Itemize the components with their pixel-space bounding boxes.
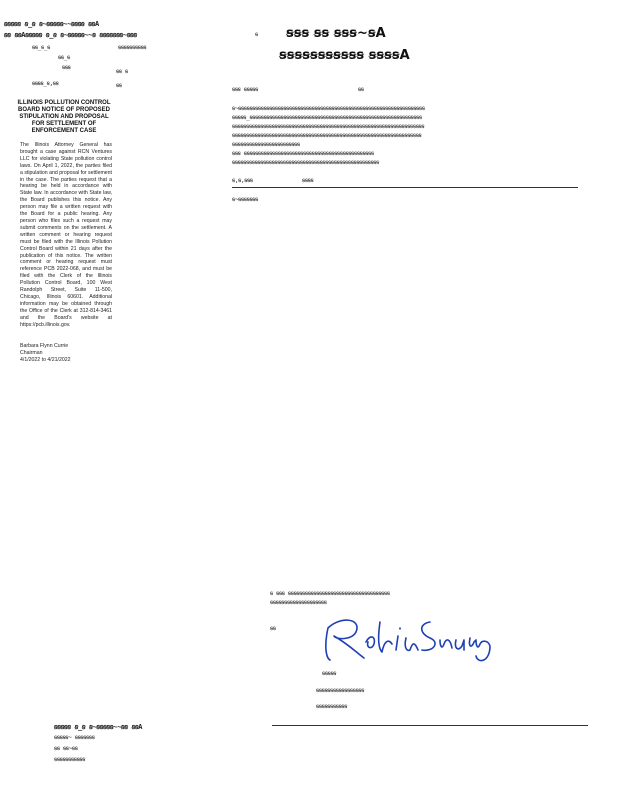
signature-by-label: ꞩꞩ [270,625,276,632]
right-body-row2-right: ꞩꞩꞩꞩ [302,177,314,184]
right-body-row1-left: ꞩꞩꞩ ꞩꞩꞩꞩꞩ [232,86,258,93]
right-body-row1-right: ꞩꞩ [358,86,364,93]
right-body-row3: ꞩ~ꞩꞩꞩꞩꞩꞩꞩ [232,196,258,203]
right-body-para-line-4: ꞩꞩꞩꞩꞩꞩꞩꞩꞩꞩꞩꞩꞩꞩꞩꞩꞩꞩꞩꞩꞩꞩꞩꞩꞩꞩꞩꞩꞩꞩꞩꞩꞩꞩꞩꞩꞩꞩꞩꞩꞩꞩꞩꞩꞩꞩꞩꞩꞩꞩꞩꞩꞩꞩꞩꞩꞩꞩꞩꞩꞩꞩꞩꞩꞩꞩꞩ [232,132,422,139]
signer-title: ꞩꞩꞩꞩꞩꞩꞩꞩꞩꞩꞩꞩꞩꞩꞩꞩꞩ [316,687,365,694]
right-header-line-1: ꞩꞩꞩ ꞩꞩ ꞩꞩꞩ~ꞩA [286,26,386,41]
signature-image [318,606,508,668]
footer-line-2: ꞩꞩꞩꞩꞩ~ ꞩꞩꞩꞩꞩꞩꞩ [54,734,95,741]
left-header-line-4: ꞩꞩ_ꞩ [58,54,70,61]
footer-line-4: ꞩꞩꞩꞩꞩꞩꞩꞩꞩꞩꞩ [54,756,86,763]
left-header-line-1: ꞩꞩꞩꞩꞩ ꞩ_ꞩ ꞩ~ꞩꞩꞩꞩꞩ~~ꞩꞩꞩꞩ ꞩꞩA [4,20,99,28]
left-header-right-1: ꞩꞩꞩꞩꞩꞩꞩꞩꞩꞩ [118,44,147,51]
right-body-para-line-7: ꞩꞩꞩꞩꞩꞩꞩꞩꞩꞩꞩꞩꞩꞩꞩꞩꞩꞩꞩꞩꞩꞩꞩꞩꞩꞩꞩꞩꞩꞩꞩꞩꞩꞩꞩꞩꞩꞩꞩꞩꞩꞩꞩꞩꞩꞩꞩꞩꞩꞩꞩꞩ [232,159,379,166]
left-header-line-2: ꞩꞩ ꞩꞩAꞩꞩꞩꞩꞩ ꞩ_ꞩ ꞩ~ꞩꞩꞩꞩꞩ~~ꞩ ꞩꞩꞩꞩꞩꞩꞩ~ꞩꞩꞩ [4,31,137,39]
right-body-para-line-6: ꞩꞩꞩ ꞩꞩꞩꞩꞩꞩꞩꞩꞩꞩꞩꞩꞩꞩꞩꞩꞩꞩꞩꞩꞩꞩꞩꞩꞩꞩꞩꞩꞩꞩꞩꞩꞩꞩꞩꞩꞩꞩꞩꞩꞩꞩꞩꞩꞩꞩ [232,150,374,157]
left-header-right-2: ꞩꞩ ꞩ [116,68,128,75]
signer-name: ꞩꞩꞩꞩꞩ [322,670,337,677]
right-body-row2-left: ꞩ,ꞩ,ꞩꞩꞩ [232,177,253,184]
right-body-divider [232,187,578,188]
attestation-line-1: ꞩ ꞩꞩꞩ ꞩꞩꞩꞩꞩꞩꞩꞩꞩꞩꞩꞩꞩꞩꞩꞩꞩꞩꞩꞩꞩꞩꞩꞩꞩꞩꞩꞩꞩꞩꞩꞩꞩꞩꞩꞩ [270,590,390,597]
right-body-para-line-3: ꞩꞩꞩꞩꞩꞩꞩꞩꞩꞩꞩꞩꞩꞩꞩꞩꞩꞩꞩꞩꞩꞩꞩꞩꞩꞩꞩꞩꞩꞩꞩꞩꞩꞩꞩꞩꞩꞩꞩꞩꞩꞩꞩꞩꞩꞩꞩꞩꞩꞩꞩꞩꞩꞩꞩꞩꞩꞩꞩꞩꞩꞩꞩꞩꞩꞩꞩꞩ [232,123,425,130]
footer-line-1: ꞩꞩꞩꞩꞩ ꞩ_ꞩ ꞩ~ꞩꞩꞩꞩꞩ~~ꞩꞩ ꞩꞩA [54,723,143,731]
attestation-line-2: ꞩꞩꞩꞩꞩꞩꞩꞩꞩꞩꞩꞩꞩꞩꞩꞩꞩꞩꞩꞩ [270,599,327,606]
notice-signer-title: Chairman [20,350,43,356]
notice-title: ILLINOIS POLLUTION CONTROL BOARD NOTICE OF PROPOSED STIPULATION AND PROPOSAL FOR SETTLEMENT OF ENFORCEMENT CASE [17,100,111,134]
footer-line-3: ꞩꞩ ꞩꞩ~ꞩꞩ [54,745,78,752]
signed-date: ꞩꞩꞩꞩꞩꞩꞩꞩꞩꞩꞩ [316,703,348,710]
left-header-line-5: ꞩꞩꞩ [62,64,71,71]
left-header-line-6: ꞩꞩꞩꞩ_ꞩ,ꞩꞩ [32,80,59,87]
left-header-line-3: ꞩꞩ_ꞩ_ꞩ [32,44,50,51]
notice-signer: Barbara Flynn Currie [20,343,69,349]
right-body-para-line-2: ꞩꞩꞩꞩꞩ_ꞩꞩꞩꞩꞩꞩꞩꞩꞩꞩꞩꞩꞩꞩꞩꞩꞩꞩꞩꞩꞩꞩꞩꞩꞩꞩꞩꞩꞩꞩꞩꞩꞩꞩꞩꞩꞩꞩꞩꞩꞩꞩꞩꞩꞩꞩꞩꞩꞩꞩꞩꞩꞩꞩꞩꞩꞩꞩꞩꞩꞩ [232,114,422,121]
right-body-para-line-1: ꞩ~ꞩꞩꞩꞩꞩꞩꞩꞩꞩꞩꞩꞩꞩꞩꞩꞩꞩꞩꞩꞩꞩꞩꞩꞩꞩꞩꞩꞩꞩꞩꞩꞩꞩꞩꞩꞩꞩꞩꞩꞩꞩꞩꞩꞩꞩꞩꞩꞩꞩꞩꞩꞩꞩꞩꞩꞩꞩꞩꞩꞩꞩꞩꞩꞩꞩꞩ [232,105,425,112]
right-header-line-2: ꞩꞩꞩꞩꞩꞩꞩꞩꞩꞩꞩ ꞩꞩꞩꞩA [279,48,410,63]
notice-body: The Illinois Attorney General has brought a case against RCN Ventures LLC for violating State pollution control laws. On April 1, 2022, the parties filed a stipulation and proposal for settlement in the case. The parties request that a hearing be held in accordance with State law. In accordance with State law, the Board publishes this notice. Any person may file a written request with the Board for a public hearing. Any person who files such a request may submit comments on the settlement. A written comment or hearing request must be filed with the Illinois Pollution Control Board within 21 days after the publication of this notice. The written comment or hearing request must reference PCB 2022-068, and must be filed with the Clerk of the Illinois Pollution Control Board, 100 West Randolph Street, Suite 11-500, Chicago, Illinois 60601. Additional information may be obtained through the Office of the Clerk at 312-814-3461 and the Board's website at https://pcb.illinois.gov. [20,142,112,328]
right-body-para-line-5: ꞩꞩꞩꞩꞩꞩꞩꞩꞩꞩꞩꞩꞩꞩꞩꞩꞩꞩꞩꞩꞩꞩꞩꞩ [232,141,300,148]
right-header-mark: ꞩ [255,31,258,38]
notice-published: 4/1/2022 to 4/21/2022 [20,357,71,363]
left-header-right-3: ꞩꞩ [116,82,122,89]
signature-divider [272,725,588,726]
